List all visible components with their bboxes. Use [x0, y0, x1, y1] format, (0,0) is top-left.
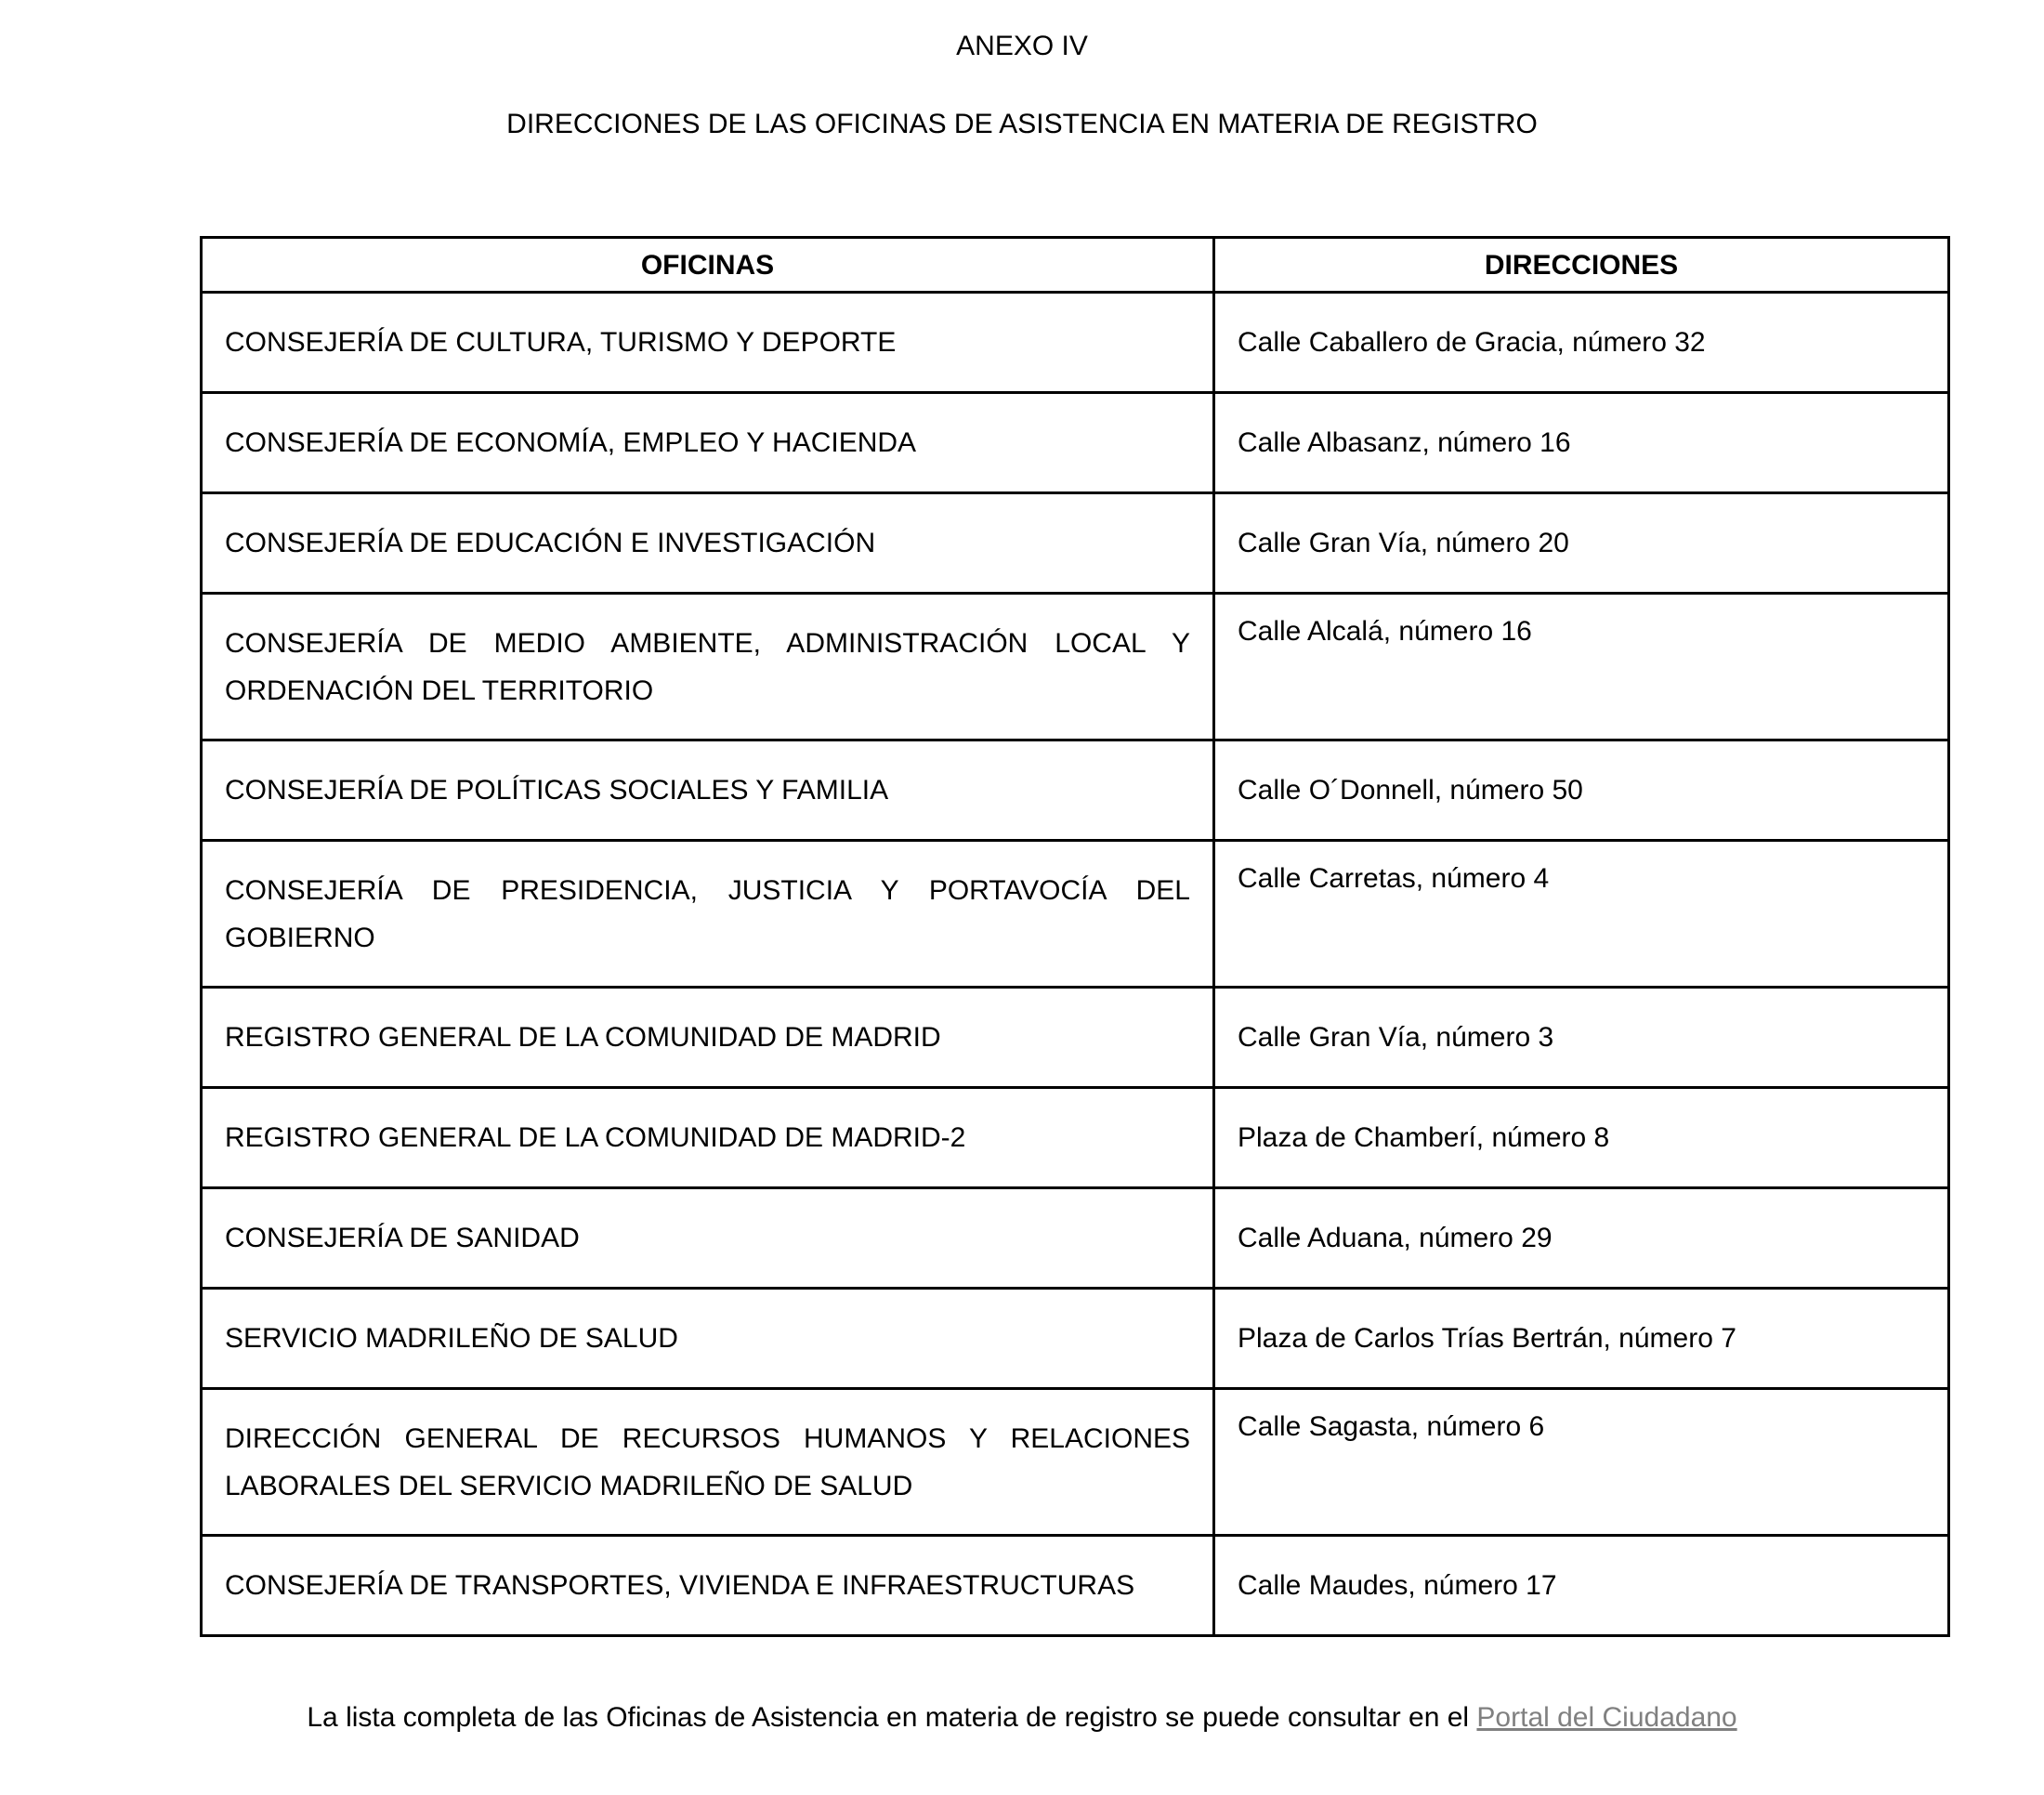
table-row [202, 1289, 1949, 1389]
address-cell: Calle Alcalá, número 16 [1214, 594, 1949, 740]
table-row [202, 740, 1949, 841]
address-cell: Calle Gran Vía, número 3 [1214, 988, 1949, 1088]
table-row [202, 1536, 1949, 1636]
table-row [202, 1389, 1949, 1536]
address-cell: Calle Caballero de Gracia, número 32 [1214, 293, 1949, 393]
office-cell: REGISTRO GENERAL DE LA COMUNIDAD DE MADRID-2 [202, 1088, 1214, 1188]
offices-table [200, 236, 1950, 1637]
table-row [202, 1188, 1949, 1289]
office-cell: CONSEJERÍA DE EDUCACIÓN E INVESTIGACIÓN [202, 493, 1214, 594]
page-title: ANEXO IV [956, 31, 1088, 61]
office-cell: DIRECCIÓN GENERAL DE RECURSOS HUMANOS Y RELACIONES LABORALES DEL SERVICIO MADRILEÑO DE SALUD [202, 1389, 1214, 1536]
footer-note [0, 1702, 2044, 1734]
table-header-row [202, 238, 1949, 293]
office-cell: CONSEJERÍA DE PRESIDENCIA, JUSTICIA Y PORTAVOCÍA DEL GOBIERNO [202, 841, 1214, 988]
office-cell: CONSEJERÍA DE ECONOMÍA, EMPLEO Y HACIENDA [202, 393, 1214, 493]
address-cell: Plaza de Chamberí, número 8 [1214, 1088, 1949, 1188]
address-cell: Calle Albasanz, número 16 [1214, 393, 1949, 493]
address-cell: Calle O´Donnell, número 50 [1214, 740, 1949, 841]
office-cell: CONSEJERÍA DE MEDIO AMBIENTE, ADMINISTRACIÓN LOCAL Y ORDENACIÓN DEL TERRITORIO [202, 594, 1214, 740]
office-cell: CONSEJERÍA DE TRANSPORTES, VIVIENDA E INFRAESTRUCTURAS [202, 1536, 1214, 1636]
address-cell: Calle Aduana, número 29 [1214, 1188, 1949, 1289]
table-row [202, 493, 1949, 594]
table-row [202, 293, 1949, 393]
footer-text: La lista completa de las Oficinas de Asistencia en materia de registro se puede consultar en el [307, 1702, 1477, 1733]
portal-del-ciudadano-link[interactable]: Portal del Ciudadano [1476, 1702, 1737, 1733]
address-cell: Calle Gran Vía, número 20 [1214, 493, 1949, 594]
column-header-oficinas: OFICINAS [202, 238, 1214, 293]
office-cell: CONSEJERÍA DE SANIDAD [202, 1188, 1214, 1289]
table-row [202, 841, 1949, 988]
table-row [202, 393, 1949, 493]
column-header-direcciones: DIRECCIONES [1214, 238, 1949, 293]
address-cell: Calle Sagasta, número 6 [1214, 1389, 1949, 1536]
page-subtitle: DIRECCIONES DE LAS OFICINAS DE ASISTENCIA EN MATERIA DE REGISTRO [506, 109, 1538, 139]
address-cell: Calle Carretas, número 4 [1214, 841, 1949, 988]
office-cell: CONSEJERÍA DE POLÍTICAS SOCIALES Y FAMILIA [202, 740, 1214, 841]
office-cell: REGISTRO GENERAL DE LA COMUNIDAD DE MADRID [202, 988, 1214, 1088]
office-cell: SERVICIO MADRILEÑO DE SALUD [202, 1289, 1214, 1389]
table-row [202, 988, 1949, 1088]
office-cell: CONSEJERÍA DE CULTURA, TURISMO Y DEPORTE [202, 293, 1214, 393]
address-cell: Plaza de Carlos Trías Bertrán, número 7 [1214, 1289, 1949, 1389]
address-cell: Calle Maudes, número 17 [1214, 1536, 1949, 1636]
table-row [202, 1088, 1949, 1188]
table-row [202, 594, 1949, 740]
